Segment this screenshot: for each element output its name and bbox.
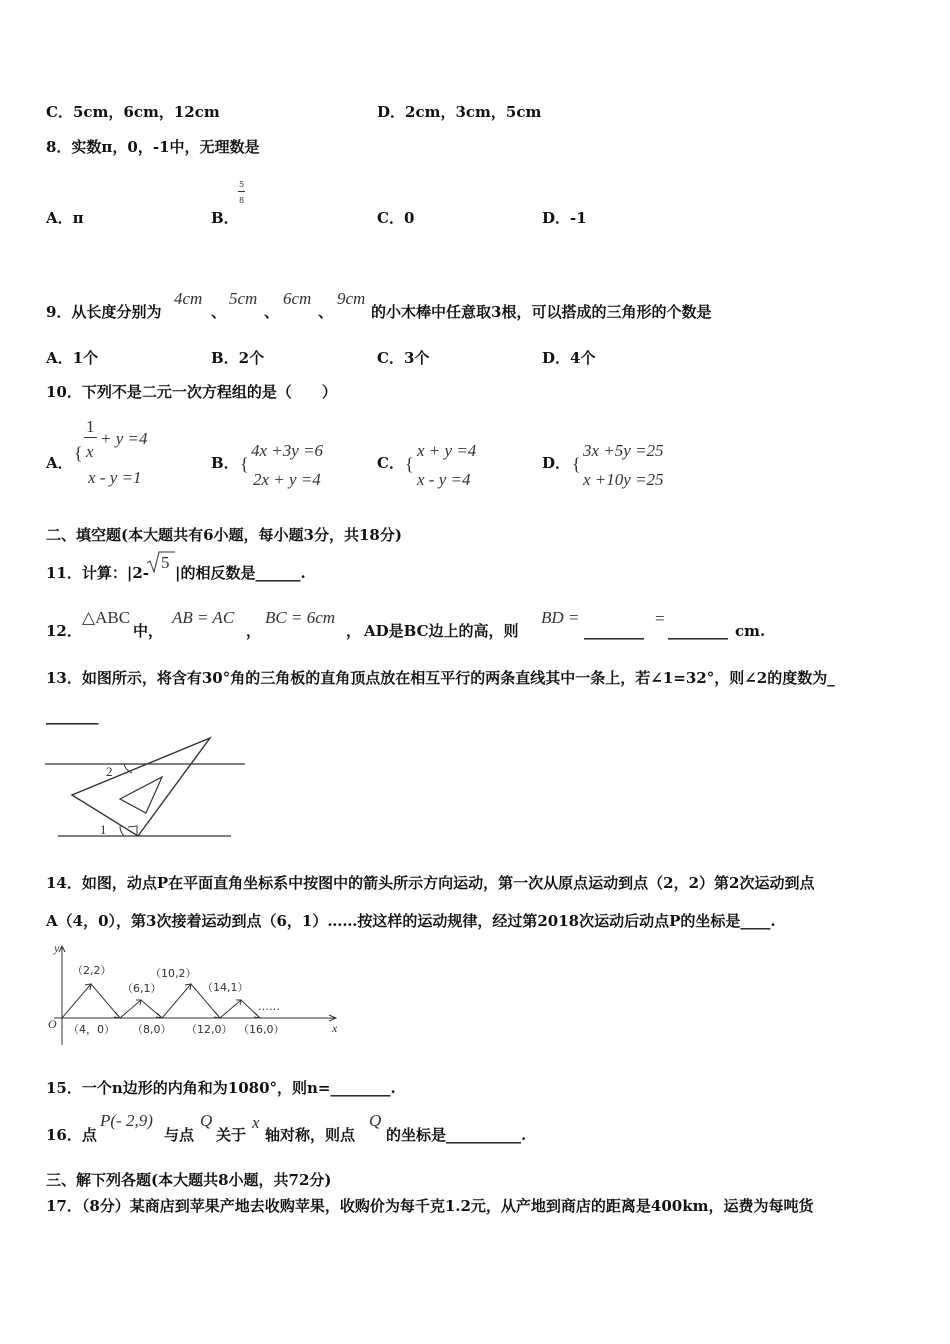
q7-option-c: C．5cm，6cm，12cm: [46, 103, 220, 121]
q9-stem-start: 9．从长度分别为: [46, 303, 162, 321]
q16-x: x: [252, 1113, 260, 1132]
q12-triangle: △ABC: [82, 608, 131, 627]
q10-b-line1: 4x +3y =6: [251, 441, 324, 460]
q8-option-a: A．π: [46, 209, 84, 227]
q10-a-frac-den: x: [86, 442, 94, 461]
q14-line-2: A（4，0），第3次接着运动到点（6，1）……按这样的运动规律，经过第2018次运动后动点P的坐标是____.: [46, 912, 776, 930]
q12-number: 12．: [46, 622, 82, 640]
q10-a-line1: + y =4: [100, 429, 148, 448]
q10-b-line2: 2x + y =4: [253, 470, 321, 489]
q9-option-b: B．2个: [211, 349, 265, 367]
q10-option-d: D．: [542, 454, 571, 472]
q10-c-brace: {: [405, 454, 414, 474]
q9-length-3: 6cm: [283, 289, 312, 308]
q15-stem: 15．一个n边形的内角和为1080°，则n=________.: [46, 1079, 396, 1097]
q11-stem-start: 11．计算：|2-: [46, 564, 149, 582]
q12-equals: =: [655, 609, 665, 628]
q16-q: Q: [200, 1111, 213, 1130]
q14-label-2-2: （2,2）: [72, 964, 112, 977]
q9-option-a: A．1个: [46, 349, 99, 367]
q14-label-16-0: （16,0）: [238, 1023, 285, 1036]
q13-blank: _______: [46, 707, 99, 725]
q8-fraction-bar: [238, 191, 245, 192]
q13-label-2: 2: [106, 764, 113, 779]
q16-point-p: P(- 2,9): [100, 1111, 153, 1130]
q9-separator: 、: [211, 303, 227, 321]
q14-axis-x: x: [332, 1021, 338, 1035]
q10-c-line2: x - y =4: [417, 470, 471, 489]
q16-guanyu: 关于: [216, 1126, 247, 1144]
q9-option-d: D．4个: [542, 349, 596, 367]
q14-axis-y: y: [54, 941, 60, 955]
q12-bd: BD =: [541, 608, 580, 627]
q16-number: 16．点: [46, 1126, 97, 1144]
q12-equation-bc: BC = 6cm: [265, 608, 336, 627]
q8-option-b: B．: [211, 209, 239, 227]
q11-stem-end: |的相反数是______.: [175, 564, 306, 582]
q10-d-line1: 3x +5y =25: [583, 441, 664, 460]
q8-option-d: D．-1: [542, 209, 587, 227]
q14-line-1: 14．如图，动点P在平面直角坐标系中按图中的箭头所示方向运动，第一次从原点运动到点（2，2）第2次运动到点: [46, 874, 815, 892]
q12-comma: ，: [246, 622, 262, 640]
q12-unit: cm.: [735, 622, 766, 640]
q7-option-d: D．2cm，3cm，5cm: [377, 103, 542, 121]
q12-blank-2: ________: [668, 622, 728, 640]
q12-blank-1: ________: [584, 622, 644, 640]
q14-origin: O: [48, 1017, 57, 1031]
q9-separator: 、: [318, 303, 334, 321]
q10-d-brace: {: [572, 454, 581, 474]
q13-figure: [40, 733, 250, 843]
q12-comma: ，: [346, 622, 362, 640]
q10-c-line1: x + y =4: [417, 441, 477, 460]
q16-end: 的坐标是__________.: [386, 1126, 527, 1144]
q14-figure: [40, 940, 350, 1050]
q8-option-c: C．0: [377, 209, 415, 227]
q9-length-1: 4cm: [174, 289, 203, 308]
q13-label-1: 1: [100, 822, 107, 837]
q12-middle-text: AD是BC边上的高，则: [364, 622, 519, 640]
q14-ellipsis: ……: [258, 1000, 280, 1013]
q14-label-14-1: （14,1）: [202, 981, 249, 994]
q12-zhong: 中，: [133, 622, 164, 640]
q8-fraction-denominator: 8: [239, 196, 245, 205]
q14-label-10-2: （10,2）: [150, 967, 197, 980]
q8-stem: 8．实数π，0，-1中，无理数是: [46, 138, 260, 156]
q10-stem: 10．下列不是二元一次方程组的是（ ）: [46, 383, 337, 401]
q9-separator: 、: [264, 303, 280, 321]
q10-a-frac-num: 1: [86, 417, 95, 436]
q17-stem: 17．（8分）某商店到苹果产地去收购苹果，收购价为每千克1.2元，从产地到商店的距离是400km，运费为每吨货: [46, 1197, 814, 1215]
q13-stem: 13．如图所示，将含有30°角的三角板的直角顶点放在相互平行的两条直线其中一条上，若∠1=32°，则∠2的度数为_: [46, 669, 835, 687]
q10-a-brace: {: [74, 443, 83, 463]
q9-option-c: C．3个: [377, 349, 430, 367]
q14-label-8-0: （8,0）: [132, 1023, 172, 1036]
section-3-title: 三、解下列各题(本大题共8小题，共72分): [46, 1171, 332, 1189]
q10-option-c: C．: [377, 454, 404, 472]
q14-label-6-1: （6,1）: [122, 982, 162, 995]
q8-fraction-numerator: 5: [239, 180, 245, 189]
q10-option-a: A．: [46, 454, 73, 472]
q9-length-2: 5cm: [229, 289, 258, 308]
q10-d-line2: x +10y =25: [583, 470, 664, 489]
q16-zhou: 轴对称，则点: [265, 1126, 356, 1144]
q10-a-line2: x - y =1: [88, 468, 142, 487]
q12-equation-ab-ac: AB = AC: [172, 608, 235, 627]
q14-label-4-0: （4，0）: [68, 1023, 115, 1036]
q10-option-b: B．: [211, 454, 239, 472]
q10-a-frac-bar: [84, 437, 97, 438]
q9-stem-end: 的小木棒中任意取3根，可以搭成的三角形的个数是: [371, 303, 712, 321]
q16-yu: 与点: [164, 1126, 195, 1144]
section-2-title: 二、填空题(本大题共有6小题，每小题3分，共18分): [46, 526, 402, 544]
q11-radicand: 5: [161, 553, 170, 572]
q9-length-4: 9cm: [337, 289, 366, 308]
q14-label-12-0: （12,0）: [186, 1023, 233, 1036]
q16-q: Q: [369, 1111, 382, 1130]
q10-b-brace: {: [240, 454, 249, 474]
